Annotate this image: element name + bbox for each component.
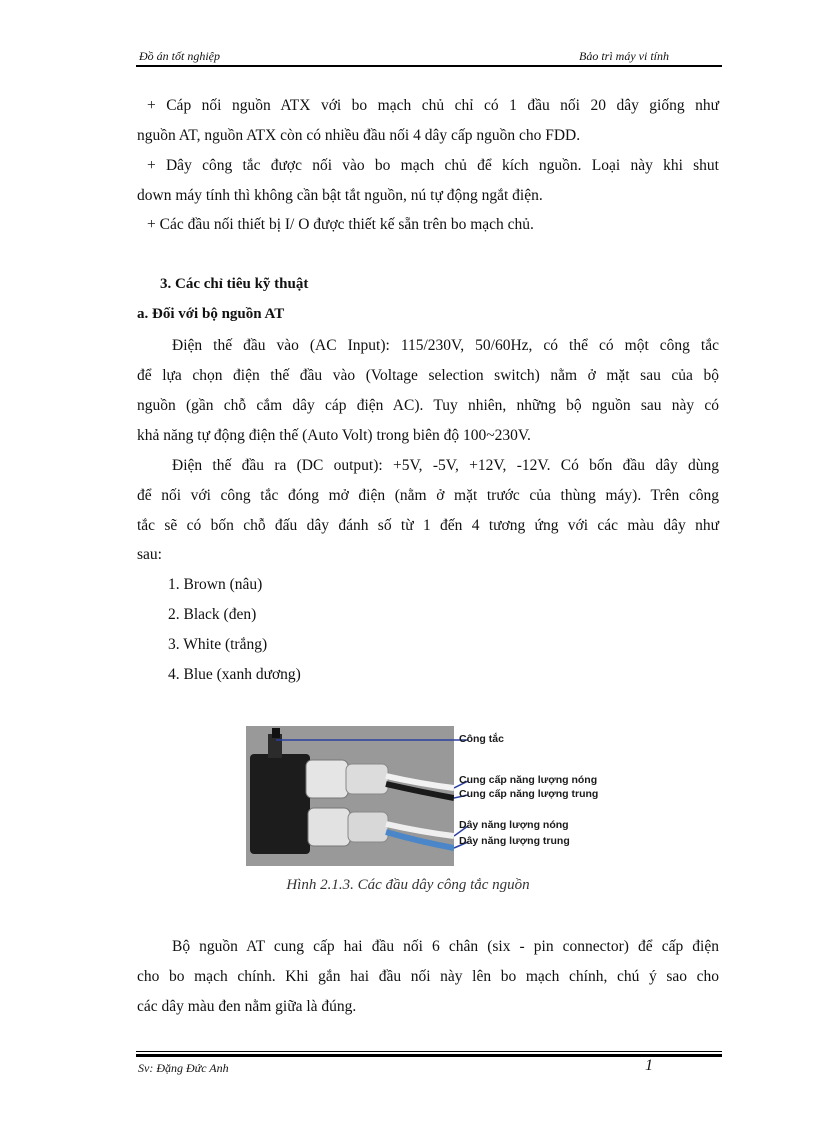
list-item: 2. Black (đen) — [168, 606, 257, 623]
label-neutral-supply: Cung cấp năng lượng trung — [459, 788, 599, 800]
page-number: 1 — [645, 1057, 653, 1074]
output-voltage-line-2: để nối với công tắc đóng mở điện (nằm ở mặt trước của thùng máy). Trên công — [137, 487, 719, 504]
figure-caption: Hình 2.1.3. Các đầu dây công tắc nguồn — [286, 877, 530, 893]
paragraph-io: + Các đầu nối thiết bị I/ O được thiết kế sẵn trên bo mạch chủ. — [147, 216, 534, 233]
input-voltage-line-2: để lựa chọn điện thế đầu vào (Voltage selection switch) nằm ở mặt sau của bộ — [137, 367, 719, 384]
input-voltage-line-1: Điện thế đầu vào (AC Input): 115/230V, 50/60Hz, có thể có một công tắc — [172, 337, 719, 354]
switch-wire-figure — [246, 726, 632, 870]
output-voltage-line-4: sau: — [137, 546, 162, 563]
footer-rule-thin — [136, 1051, 722, 1052]
switch-photo — [246, 726, 454, 866]
section-heading: 3. Các chỉ tiêu kỹ thuật — [160, 276, 309, 292]
page-header — [136, 48, 721, 66]
header-rule — [136, 65, 722, 67]
header-left: Đồ án tốt nghiệp — [139, 49, 220, 63]
list-item: 3. White (trắng) — [168, 636, 268, 653]
footer-author: Sv: Đặng Đức Anh — [138, 1061, 229, 1075]
footer-rule-thick — [136, 1054, 722, 1057]
closing-line-1: Bộ nguồn AT cung cấp hai đầu nối 6 chân (six - pin connector) để cấp điện — [172, 938, 719, 955]
paragraph-atx-1b: nguồn AT, nguồn ATX còn có nhiều đầu nối 4 dây cấp nguồn cho FDD. — [137, 127, 581, 144]
subsection-heading: a. Đối với bộ nguồn AT — [137, 306, 285, 322]
output-voltage-line-3: tắc sẽ có bốn chỗ đấu dây đánh số từ 1 đến 4 tương ứng với các màu dây như — [137, 517, 719, 534]
closing-line-2: cho bo mạch chính. Khi gắn hai đầu nối này lên bo mạch chính, chú ý sao cho — [137, 968, 719, 985]
list-item: 1. Brown (nâu) — [168, 576, 263, 593]
label-switch: Công tắc — [459, 733, 504, 745]
label-hot-wire: Dây năng lượng nóng — [459, 819, 569, 831]
header-right: Bảo trì máy vi tính — [579, 49, 669, 63]
output-voltage-line-1: Điện thế đầu ra (DC output): +5V, -5V, +12V, -12V. Có bốn đầu dây dùng — [172, 457, 719, 474]
closing-line-3: các dây màu đen nằm giữa là đúng. — [137, 998, 357, 1015]
input-voltage-line-4: khả năng tự động điện thế (Auto Volt) trong biên độ 100~230V. — [137, 427, 531, 444]
paragraph-switch-1b: down máy tính thì không cần bật tắt nguồn, nú tự động ngắt điện. — [137, 187, 543, 204]
paragraph-switch-1: + Dây công tắc được nối vào bo mạch chủ để kích nguồn. Loại này khi shut — [147, 157, 719, 174]
list-item: 4. Blue (xanh dương) — [168, 666, 301, 683]
label-hot-supply: Cung cấp năng lượng nóng — [459, 774, 598, 786]
label-neutral-wire: Dây năng lượng trung — [459, 835, 570, 847]
paragraph-atx-1: + Cáp nối nguồn ATX với bo mạch chủ chỉ có 1 đầu nối 20 dây giống như — [147, 97, 719, 114]
input-voltage-line-3: nguồn (gần chỗ cắm dây cáp điện AC). Tuy nhiên, những bộ nguồn sau này có — [137, 397, 719, 414]
